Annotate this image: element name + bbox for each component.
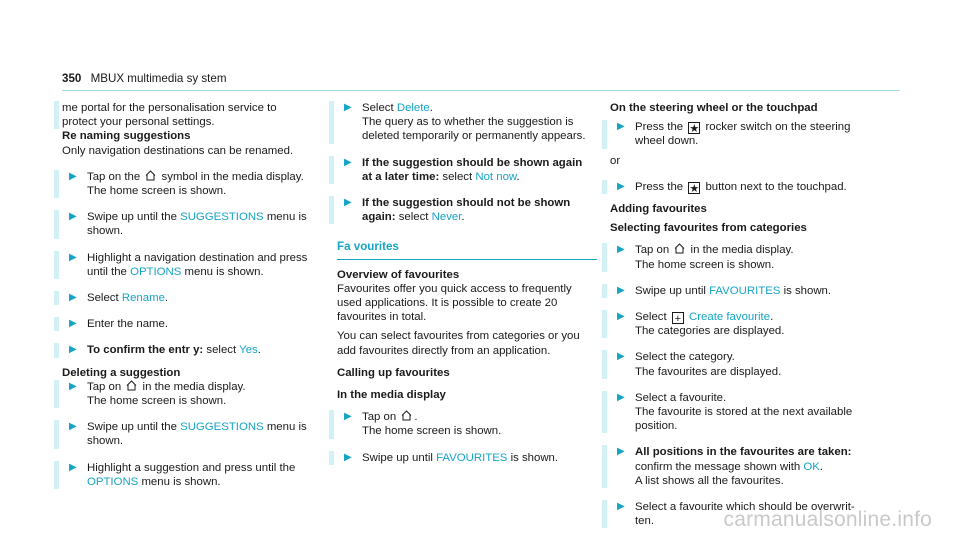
step-delete-2: ▶ Swipe up until the SUGGESTIONS menu is shown. [54, 420, 314, 448]
arrow-right-icon: ▶ [69, 292, 77, 304]
watermark: carmanualsonline.info [723, 507, 932, 531]
arrow-right-icon: ▶ [344, 102, 352, 113]
arrow-right-icon: ▶ [617, 446, 625, 458]
favourites-menu-label: FAVOURITES [709, 284, 781, 297]
step-add-2: ▶ Swipe up until FAVOURITES is shown. [602, 284, 890, 298]
arrow-right-icon: ▶ [617, 244, 625, 256]
or-text: or [610, 154, 621, 167]
overview-heading: Overview of favourites [337, 268, 460, 281]
page-title: MBUX multimedia sy stem [90, 72, 227, 85]
step-rename-5: ▶ Enter the name. [54, 317, 314, 331]
arrow-right-icon: ▶ [69, 421, 77, 433]
arrow-right-icon: ▶ [617, 180, 625, 192]
suggestions-menu-label: SUGGESTIONS [180, 211, 264, 224]
step-add-7: ▶ Select a favourite which should be overwrit- ten. [602, 500, 890, 528]
not-now-option-label: Not now [475, 170, 517, 183]
column-middle: ▶ Select Delete. The query as to whether the suggestion is deleted temporarily or permanently appears. ▶ If the suggestion should be shown again at a later time: select Not now. ▶ If the suggestion should not be shown again: select Never. Fa vourites Overview of favourites Favourites offer you quick access to frequently used applications. It is possible to create 20 favourites in total. You can select favourites from categories or you add favourites directly from an application. Calling up favourites In the media display ▶ Tap on . The home screen is shown. ▶ Swipe up until FAVOURITES is shown. [337, 101, 597, 465]
step-rename-2: ▶ Swipe up until the SUGGESTIONS menu is shown. [54, 210, 314, 238]
calling-heading: Calling up favourites [337, 366, 450, 379]
step-add-4: ▶ Select the category. The favourites are displayed. [602, 350, 890, 378]
arrow-right-icon: ▶ [69, 380, 77, 392]
step-rename-1: ▶ Tap on the symbol in the media display. The home screen is shown. [54, 170, 314, 198]
suggestions-menu-label: SUGGESTIONS [180, 421, 264, 434]
step-steering-1: ▶ Press the ★ rocker switch on the steering wheel down. [602, 120, 890, 148]
intro-text: me portal for the personalisation service to protect your personal settings. [54, 101, 314, 129]
never-option-label: Never [431, 211, 462, 224]
home-icon [126, 380, 137, 391]
header-divider [62, 90, 900, 91]
step-call-1: ▶ Tap on . The home screen is shown. [329, 410, 597, 438]
arrow-right-icon: ▶ [344, 411, 352, 423]
star-icon: ★ [689, 123, 700, 136]
arrow-right-icon: ▶ [617, 121, 625, 133]
create-favourite-label: Create favourite [689, 311, 771, 324]
step-add-3: ▶ Select + Create favourite. The categories are displayed. [602, 310, 890, 338]
page-number: 350 [62, 72, 82, 85]
adding-heading: Adding favourites [610, 203, 707, 216]
renaming-text: Only navigation destinations can be renamed. [62, 144, 294, 157]
arrow-right-icon: ▶ [617, 351, 625, 363]
renaming-heading: Re naming suggestions [62, 130, 191, 143]
step-delete-6: ▶ If the suggestion should not be shown again: select Never. [329, 196, 597, 224]
step-delete-3: ▶ Highlight a suggestion and press until the OPTIONS menu is shown. [54, 461, 314, 489]
column-right [610, 101, 890, 528]
favourites-menu-label: FAVOURITES [436, 451, 508, 464]
arrow-right-icon: ▶ [617, 311, 625, 323]
step-steering-2: ▶ Press the ★ button next to the touchpad. [602, 180, 890, 194]
arrow-right-icon: ▶ [69, 170, 77, 182]
step-rename-6: ▶ To confirm the entr y: select Yes. [54, 343, 314, 357]
arrow-right-icon: ▶ [69, 251, 77, 263]
home-icon [674, 243, 685, 254]
step-delete-4: ▶ Select Delete. The query as to whether the suggestion is deleted temporarily or permanently appears. [329, 101, 597, 144]
star-icon: ★ [689, 182, 700, 195]
step-rename-4: ▶ Select Rename. [54, 291, 314, 305]
steering-heading: On the steering wheel or the touchpad [610, 102, 818, 114]
step-delete-1: ▶ Tap on in the media display. The home screen is shown. [54, 380, 314, 408]
arrow-right-icon: ▶ [617, 391, 625, 403]
rename-option-label: Rename [121, 292, 165, 305]
media-display-heading: In the media display [337, 389, 446, 402]
ok-option-label: OK [803, 460, 820, 473]
arrow-right-icon: ▶ [344, 451, 352, 463]
step-add-6: ▶ All positions in the favourites are taken: confirm the message shown with OK. A list shows all the favourites. [602, 445, 890, 488]
favourites-section-title: Fa vourites [337, 240, 597, 259]
arrow-right-icon: ▶ [617, 284, 625, 296]
home-icon [401, 410, 412, 421]
step-add-1: ▶ Tap on in the media display. The home screen is shown. [602, 243, 890, 271]
arrow-right-icon: ▶ [344, 197, 352, 209]
home-icon [145, 170, 156, 181]
step-rename-3: ▶ Highlight a navigation destination and press until the OPTIONS menu is shown. [54, 251, 314, 279]
options-menu-label: OPTIONS [87, 475, 139, 488]
column-left [62, 101, 314, 489]
arrow-right-icon: ▶ [617, 501, 625, 513]
selecting-heading: Selecting favourites from categories [610, 222, 807, 235]
arrow-right-icon: ▶ [69, 318, 77, 330]
delete-option-label: Delete [396, 102, 430, 114]
step-delete-5: ▶ If the suggestion should be shown again at a later time: select Not now. [329, 156, 597, 184]
page-header [62, 72, 227, 86]
yes-option-label: Yes [239, 344, 258, 357]
deleting-heading: Deleting a suggestion [62, 366, 181, 379]
arrow-right-icon: ▶ [69, 344, 77, 356]
step-add-5: ▶ Select a favourite. The favourite is stored at the next available position. [602, 391, 890, 434]
arrow-right-icon: ▶ [344, 156, 352, 168]
arrow-right-icon: ▶ [69, 211, 77, 223]
plus-box-icon: + [672, 312, 684, 324]
options-menu-label: OPTIONS [130, 265, 182, 278]
arrow-right-icon: ▶ [69, 461, 77, 473]
step-call-2: ▶ Swipe up until FAVOURITES is shown. [329, 451, 597, 465]
